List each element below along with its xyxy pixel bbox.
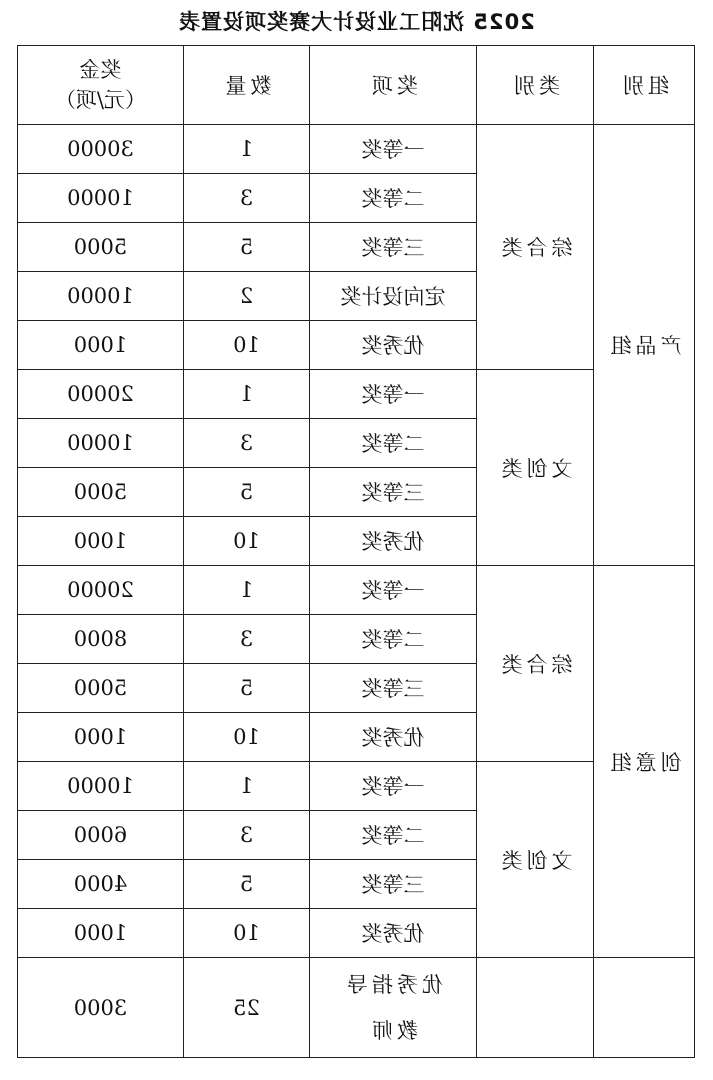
quantity-cell: 1 bbox=[184, 370, 310, 419]
award-cell: 一等奖 bbox=[310, 125, 477, 174]
prize-cell: 4000 bbox=[18, 860, 184, 909]
award-cell: 三等奖 bbox=[310, 223, 477, 272]
quantity-cell: 25 bbox=[184, 958, 310, 1058]
group-cell-product: 产品组 bbox=[594, 125, 695, 566]
table-row bbox=[18, 370, 695, 419]
table-row bbox=[18, 566, 695, 615]
award-cell: 一等奖 bbox=[310, 370, 477, 419]
quantity-cell: 1 bbox=[184, 566, 310, 615]
quantity-cell: 10 bbox=[184, 713, 310, 762]
document-title: 2025 沈阳工业设计大赛奖项设置表 bbox=[178, 10, 535, 34]
table-row bbox=[18, 762, 695, 811]
header-group: 组别 bbox=[594, 46, 695, 125]
table-row bbox=[18, 125, 695, 174]
quantity-cell: 3 bbox=[184, 811, 310, 860]
prize-cell: 1000 bbox=[18, 909, 184, 958]
award-cell: 二等奖 bbox=[310, 615, 477, 664]
prize-cell: 5000 bbox=[18, 223, 184, 272]
header-prize bbox=[18, 46, 184, 125]
quantity-cell: 5 bbox=[184, 468, 310, 517]
awards-table bbox=[17, 45, 695, 1058]
category-cell-empty bbox=[477, 958, 594, 1058]
prize-cell: 30000 bbox=[18, 125, 184, 174]
table-header-row bbox=[18, 46, 695, 125]
prize-cell: 1000 bbox=[18, 713, 184, 762]
category-cell: 文创类 bbox=[477, 762, 594, 958]
teacher-award-line2: 教师 bbox=[368, 1018, 418, 1043]
award-cell: 定向设计奖 bbox=[310, 272, 477, 321]
prize-cell: 5000 bbox=[18, 468, 184, 517]
award-cell: 三等奖 bbox=[310, 468, 477, 517]
quantity-cell: 5 bbox=[184, 223, 310, 272]
award-cell: 优秀奖 bbox=[310, 713, 477, 762]
category-cell: 综合类 bbox=[477, 566, 594, 762]
header-category: 类别 bbox=[477, 46, 594, 125]
header-quantity: 数量 bbox=[184, 46, 310, 125]
quantity-cell: 5 bbox=[184, 860, 310, 909]
prize-cell: 6000 bbox=[18, 811, 184, 860]
header-prize-line1: 奖金 bbox=[79, 58, 122, 82]
award-cell: 优秀奖 bbox=[310, 321, 477, 370]
prize-cell: 8000 bbox=[18, 615, 184, 664]
group-cell-empty bbox=[594, 958, 695, 1058]
prize-cell: 1000 bbox=[18, 517, 184, 566]
prize-cell: 1000 bbox=[18, 321, 184, 370]
table-row-teacher bbox=[18, 958, 695, 1058]
award-cell: 优秀奖 bbox=[310, 517, 477, 566]
teacher-award-line1: 优秀指导 bbox=[343, 972, 443, 997]
award-cell-teacher bbox=[310, 958, 477, 1058]
quantity-cell: 10 bbox=[184, 517, 310, 566]
prize-cell: 3000 bbox=[18, 958, 184, 1058]
prize-cell: 10000 bbox=[18, 419, 184, 468]
category-cell: 综合类 bbox=[477, 125, 594, 370]
quantity-cell: 2 bbox=[184, 272, 310, 321]
quantity-cell: 5 bbox=[184, 664, 310, 713]
prize-cell: 5000 bbox=[18, 664, 184, 713]
category-cell: 文创类 bbox=[477, 370, 594, 566]
award-cell: 三等奖 bbox=[310, 860, 477, 909]
prize-cell: 20000 bbox=[18, 566, 184, 615]
award-cell: 一等奖 bbox=[310, 762, 477, 811]
quantity-cell: 3 bbox=[184, 615, 310, 664]
award-cell: 优秀奖 bbox=[310, 909, 477, 958]
quantity-cell: 1 bbox=[184, 125, 310, 174]
quantity-cell: 1 bbox=[184, 762, 310, 811]
prize-cell: 20000 bbox=[18, 370, 184, 419]
prize-cell: 10000 bbox=[18, 762, 184, 811]
quantity-cell: 10 bbox=[184, 321, 310, 370]
award-cell: 三等奖 bbox=[310, 664, 477, 713]
header-award: 奖项 bbox=[310, 46, 477, 125]
quantity-cell: 10 bbox=[184, 909, 310, 958]
quantity-cell: 3 bbox=[184, 174, 310, 223]
award-cell: 一等奖 bbox=[310, 566, 477, 615]
header-prize-line2: （元/项） bbox=[54, 88, 147, 112]
award-cell: 二等奖 bbox=[310, 419, 477, 468]
award-cell: 二等奖 bbox=[310, 174, 477, 223]
group-cell-creative: 创意组 bbox=[594, 566, 695, 958]
quantity-cell: 3 bbox=[184, 419, 310, 468]
prize-cell: 10000 bbox=[18, 174, 184, 223]
prize-cell: 10000 bbox=[18, 272, 184, 321]
award-cell: 二等奖 bbox=[310, 811, 477, 860]
